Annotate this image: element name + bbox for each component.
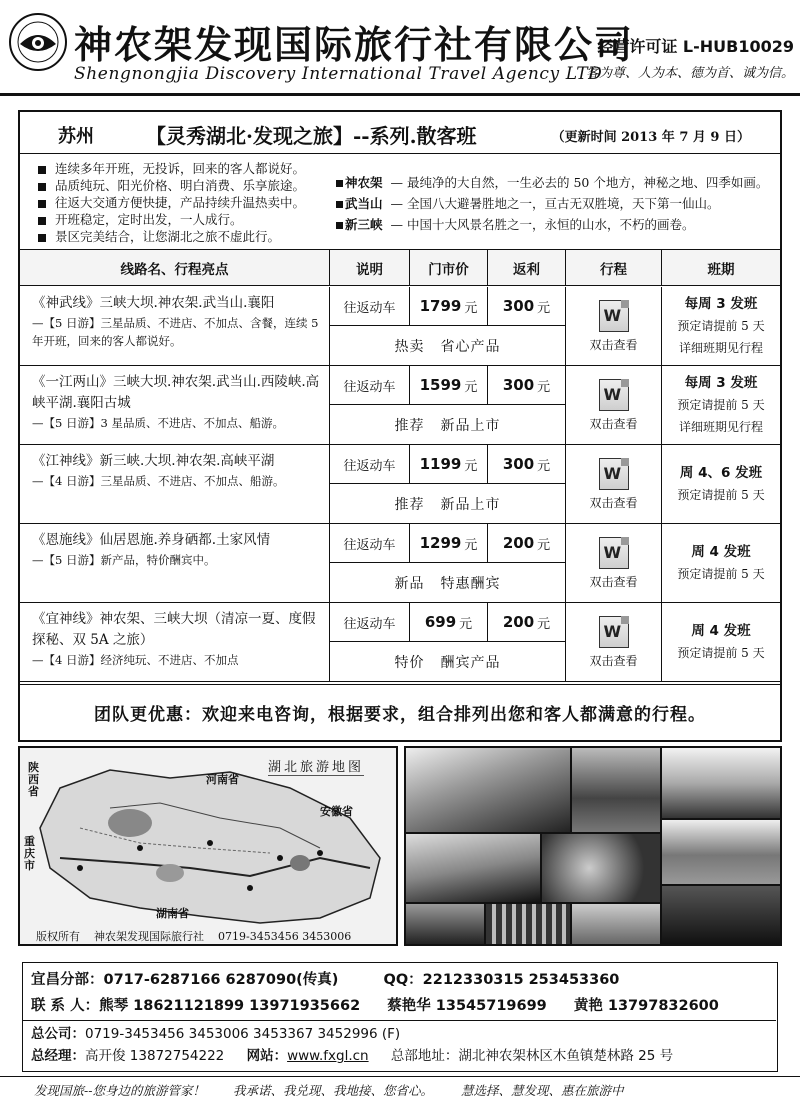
feature-list — [38, 160, 305, 245]
product-slogan: 新品 特惠酬宾 — [330, 563, 566, 602]
col-header-note: 说明 — [330, 250, 410, 286]
schedule-note: 预定请提前 5 天 — [677, 646, 765, 660]
itinerary-link-label[interactable]: 双击查看 — [589, 574, 638, 589]
col-header-route: 线路名、行程亮点 — [20, 250, 330, 286]
map-label-anhui: 安徽省 — [320, 805, 353, 818]
bullet-square-icon — [38, 234, 46, 242]
gm-line: 总经理：高开俊 13872754222 网站：www.fxgl.cn 总部地址：湖北神农架林区木鱼镇楚林路 25 号 — [31, 1048, 674, 1064]
photo-peaks — [662, 748, 780, 818]
company-name-cn: 神农架发现国际旅行社有限公司 — [74, 23, 635, 67]
photo-mountain-clouds — [406, 748, 570, 832]
scenery-photo-collage — [404, 746, 782, 946]
rebate-cell: 200 元 — [488, 603, 566, 642]
product-slogan: 推荐 新品上市 — [330, 484, 566, 523]
destination-item: 新三峡 — 中国十大风景名胜之一，永恒的山水，不朽的画卷。 — [336, 214, 768, 235]
bullet-square-icon — [38, 166, 46, 174]
route-name: 《恩施线》仙居恩施.养身硒都.土家风情 — [32, 532, 271, 548]
route-table — [20, 250, 780, 684]
itinerary-link-label[interactable]: 双击查看 — [589, 495, 638, 510]
product-slogan: 推荐 新品上市 — [330, 405, 566, 444]
col-header-price: 门市价 — [410, 250, 488, 286]
rebate-value: 200 — [502, 613, 535, 631]
schedule-note: 详细班期见行程 — [678, 420, 763, 434]
itinerary-doc-link[interactable] — [566, 366, 662, 444]
schedule-cell — [662, 445, 780, 523]
product-slogan: 特价 酬宾产品 — [330, 642, 566, 681]
photo-temple — [572, 748, 660, 832]
destination-item: 武当山 — 全国八大避暑胜地之一，亘古无双胜境，天下第一仙山。 — [336, 193, 768, 214]
feature-item: 景区完美结合，让您湖北之旅不虚此行。 — [38, 228, 305, 245]
bullet-square-icon — [38, 183, 46, 191]
schedule-frequency: 每周 3 发班 — [684, 375, 758, 391]
itinerary-doc-link[interactable] — [566, 287, 662, 365]
col-header-itinerary: 行程 — [566, 250, 662, 286]
route-highlights: —【5 日游】3 星品质、不进店、不加点、船游。 — [32, 416, 284, 430]
word-document-icon[interactable] — [599, 379, 629, 411]
transport-cell: 往返动车 — [330, 603, 410, 642]
route-row — [20, 287, 780, 366]
transport-cell: 往返动车 — [330, 287, 410, 326]
transport-cell: 往返动车 — [330, 366, 410, 405]
route-cell — [20, 603, 330, 681]
update-time: （更新时间 2013 年 7 月 9 日） — [551, 130, 750, 145]
schedule-frequency: 每周 3 发班 — [684, 296, 758, 312]
route-cell — [20, 287, 330, 365]
schedule-cell — [662, 603, 780, 681]
photo-gorge — [662, 820, 780, 884]
feature-item: 连续多年开班，无投诉，回来的客人都说好。 — [38, 160, 305, 177]
price-cell: 699 元 — [410, 603, 488, 642]
company-logo — [8, 12, 68, 72]
price-value: 1299 — [419, 534, 462, 552]
schedule-frequency: 周 4 发班 — [691, 544, 751, 560]
rebate-cell: 300 元 — [488, 287, 566, 326]
schedule-frequency: 周 4 发班 — [691, 623, 751, 639]
route-cell — [20, 524, 330, 602]
price-value: 1199 — [419, 455, 462, 473]
schedule-cell — [662, 366, 780, 444]
listing-title-row — [20, 112, 780, 154]
route-name: 《神武线》三峡大坝.神农架.武当山.襄阳 — [32, 295, 275, 311]
schedule-cell — [662, 524, 780, 602]
itinerary-link-label[interactable]: 双击查看 — [589, 416, 638, 431]
schedule-note: 详细班期见行程 — [678, 341, 763, 355]
route-highlights: —【4 日游】经济纯玩、不进店、不加点 — [32, 653, 239, 667]
itinerary-link-label[interactable]: 双击查看 — [589, 653, 638, 668]
schedule-frequency: 周 4、6 发班 — [679, 465, 763, 481]
company-name-en: Shengnongjia Discovery International Travel Agency LTD — [74, 64, 603, 84]
col-header-schedule: 班期 — [662, 250, 780, 286]
price-cell: 1799 元 — [410, 287, 488, 326]
route-row — [20, 603, 780, 682]
page-header — [0, 0, 800, 96]
destination-list — [336, 172, 768, 235]
map-label-shaanxi: 陕西省 — [28, 761, 39, 798]
schedule-cell — [662, 287, 780, 365]
series-title: 【灵秀湖北·发现之旅】--系列.散客班 — [146, 124, 477, 148]
route-highlights: —【4 日游】三星品质、不进店、不加点、船游。 — [32, 474, 285, 488]
bullet-square-icon — [336, 201, 343, 208]
bullet-square-icon — [38, 217, 46, 225]
photo-monkeys — [542, 834, 660, 902]
branch-line: 宜昌分部：0717-6287166 6287090(传真) QQ：2212330315 253453360 — [31, 972, 620, 988]
price-value: 699 — [424, 613, 457, 631]
schedule-note: 预定请提前 5 天 — [677, 398, 765, 412]
hq-phone-line: 总公司：0719-3453456 3453006 3453367 3452996 (F) — [31, 1026, 401, 1042]
photo-trees — [486, 904, 570, 944]
company-motto: 客为尊、人为本、德为首、诚为信。 — [585, 66, 794, 81]
col-header-rebate: 返利 — [488, 250, 566, 286]
route-row — [20, 524, 780, 603]
itinerary-link-label[interactable]: 双击查看 — [589, 337, 638, 352]
rebate-value: 200 — [502, 534, 535, 552]
route-cell — [20, 366, 330, 444]
map-label-hunan: 湖南省 — [156, 907, 189, 920]
destination-item: 神农架 — 最纯净的大自然，一生必去的 50 个地方，神秘之地、四季如画。 — [336, 172, 768, 193]
photo-forest-ridge — [406, 834, 540, 902]
route-row — [20, 366, 780, 445]
word-document-icon[interactable] — [599, 458, 629, 490]
route-highlights: —【5 日游】新产品，特价酬宾中。 — [32, 553, 216, 567]
feature-item: 开班稳定，定时出发，一人成行。 — [38, 211, 305, 228]
map-title: 湖北旅游地图 — [268, 756, 364, 776]
route-name: 《宜神线》神农架、三峡大坝（清凉一夏、度假探秘、双 5A 之旅） — [32, 611, 316, 648]
rebate-cell: 300 元 — [488, 445, 566, 484]
word-document-icon[interactable] — [599, 537, 629, 569]
map-label-henan: 河南省 — [206, 773, 239, 786]
contact-info — [22, 962, 778, 1072]
contact-person-line: 联 系 人：熊琴 18621121899 13971935662 蔡艳华 13545719699 黄艳 13797832600 — [31, 998, 719, 1014]
tour-listing — [18, 110, 782, 742]
footer-slogans: 发现国旅--您身边的旅游管家！ 我承诺、我兑现、我地接、您省心。 慧选择、慧发现、惠在旅游中 — [0, 1076, 800, 1100]
map-label-chongqing: 重庆市 — [24, 835, 35, 872]
rebate-cell: 200 元 — [488, 524, 566, 563]
product-slogan: 热卖 省心产品 — [330, 326, 566, 365]
rebate-value: 300 — [502, 297, 535, 315]
itinerary-doc-link[interactable] — [566, 603, 662, 681]
map-caption: 版权所有 神农架发现国际旅行社 0719-3453456 3453006 — [36, 930, 352, 943]
route-row — [20, 445, 780, 524]
intro-section — [20, 154, 780, 250]
itinerary-doc-link[interactable] — [566, 445, 662, 523]
route-cell — [20, 445, 330, 523]
price-cell: 1599 元 — [410, 366, 488, 405]
itinerary-doc-link[interactable] — [566, 524, 662, 602]
rebate-value: 300 — [502, 455, 535, 473]
bullet-square-icon — [38, 200, 46, 208]
rebate-value: 300 — [502, 376, 535, 394]
license-number: 经营许可证 L-HUB10029 — [597, 37, 794, 56]
bullet-square-icon — [336, 222, 343, 229]
word-document-icon[interactable] — [599, 300, 629, 332]
photo-night-show — [662, 886, 780, 944]
contact-divider — [23, 1020, 776, 1021]
photo-dam — [406, 904, 484, 944]
price-cell: 1299 元 — [410, 524, 488, 563]
schedule-note: 预定请提前 5 天 — [677, 567, 765, 581]
transport-cell: 往返动车 — [330, 445, 410, 484]
photo-cruise-ship — [572, 904, 660, 944]
route-name: 《江神线》新三峡.大坝.神农架.高峡平湖 — [32, 453, 275, 469]
schedule-note: 预定请提前 5 天 — [677, 488, 765, 502]
route-name: 《一江两山》三峡大坝.神农架.武当山.西陵峡.高峡平湖.襄阳古城 — [32, 374, 320, 411]
transport-cell: 往返动车 — [330, 524, 410, 563]
route-highlights: —【5 日游】三星品质、不进店、不加点、含餐，连续 5 年开班，回来的客人都说好。 — [32, 316, 319, 348]
price-value: 1799 — [419, 297, 462, 315]
schedule-note: 预定请提前 5 天 — [677, 319, 765, 333]
departure-city: 苏州 — [58, 126, 94, 147]
feature-item: 品质纯玩、阳光价格、明白消费、乐享旅途。 — [38, 177, 305, 194]
price-value: 1599 — [419, 376, 462, 394]
group-discount-banner: 团队更优惠：欢迎来电咨询，根据要求，组合排列出您和客人都满意的行程。 — [20, 684, 780, 740]
website-link[interactable]: www.fxgl.cn — [287, 1048, 369, 1064]
hubei-travel-map — [18, 746, 398, 946]
price-cell: 1199 元 — [410, 445, 488, 484]
rebate-cell: 300 元 — [488, 366, 566, 405]
word-document-icon[interactable] — [599, 616, 629, 648]
bullet-square-icon — [336, 180, 343, 187]
feature-item: 往返大交通方便快捷，产品持续升温热卖中。 — [38, 194, 305, 211]
